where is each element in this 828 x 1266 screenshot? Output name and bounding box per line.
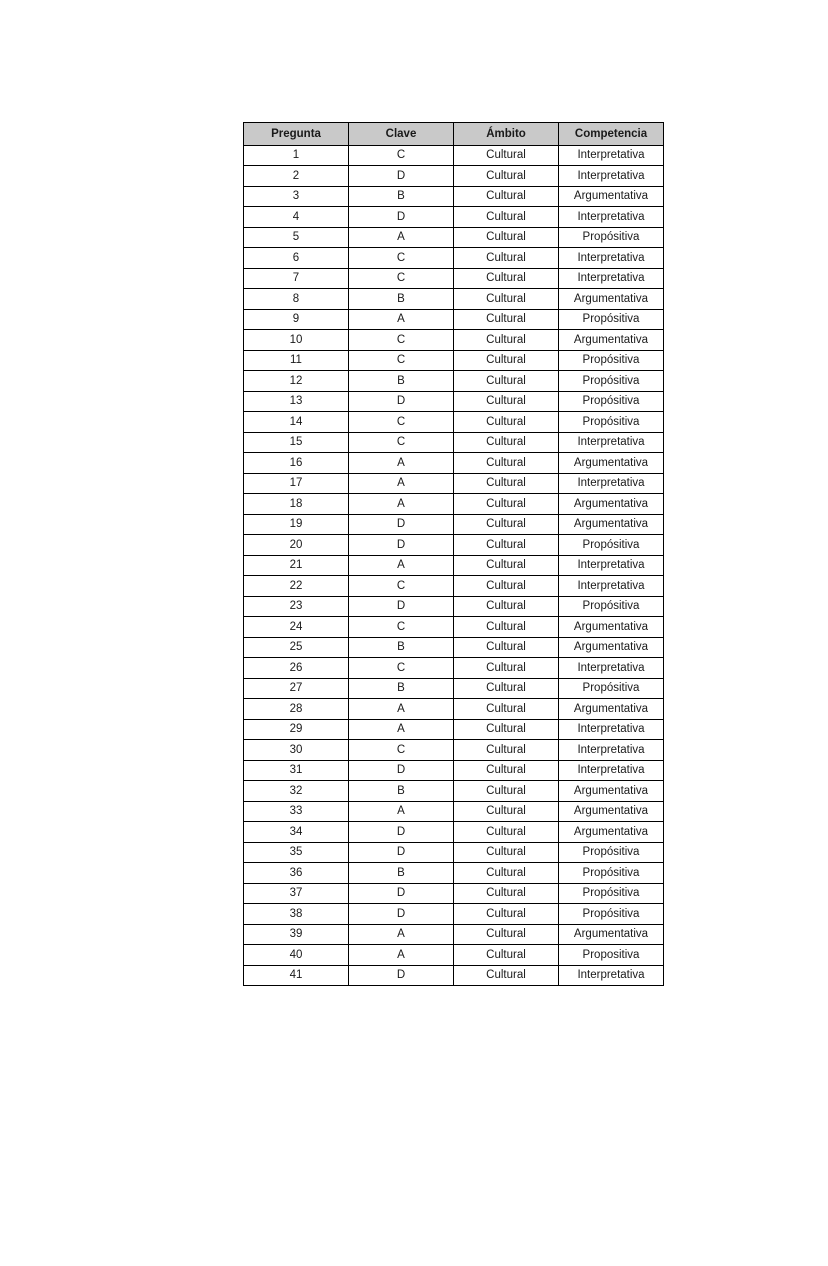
table-cell: C <box>349 412 454 433</box>
table-row <box>244 268 664 289</box>
table-cell: Propósitiva <box>559 309 664 330</box>
table-row <box>244 965 664 986</box>
table-cell: A <box>349 801 454 822</box>
table-cell: Argumentativa <box>559 822 664 843</box>
table-cell: Argumentativa <box>559 186 664 207</box>
table-row <box>244 166 664 187</box>
table-row <box>244 371 664 392</box>
answer-key-table <box>243 122 664 986</box>
table-cell: Cultural <box>454 145 559 166</box>
table-cell: 15 <box>244 432 349 453</box>
table-cell: Propósitiva <box>559 883 664 904</box>
table-cell: 27 <box>244 678 349 699</box>
table-cell: 32 <box>244 781 349 802</box>
table-cell: B <box>349 781 454 802</box>
table-cell: D <box>349 166 454 187</box>
column-header: Competencia <box>559 123 664 146</box>
table-row <box>244 309 664 330</box>
table-row <box>244 658 664 679</box>
table-cell: Propósitiva <box>559 227 664 248</box>
table-cell: Cultural <box>454 248 559 269</box>
table-cell: Cultural <box>454 904 559 925</box>
table-cell: 39 <box>244 924 349 945</box>
table-cell: Cultural <box>454 289 559 310</box>
table-cell: Cultural <box>454 309 559 330</box>
table-row <box>244 719 664 740</box>
table-cell: C <box>349 350 454 371</box>
table-row <box>244 289 664 310</box>
table-cell: C <box>349 576 454 597</box>
table-row <box>244 248 664 269</box>
table-row <box>244 514 664 535</box>
table-row <box>244 863 664 884</box>
table-row <box>244 350 664 371</box>
table-cell: Propósitiva <box>559 350 664 371</box>
table-cell: 24 <box>244 617 349 638</box>
table-cell: 22 <box>244 576 349 597</box>
table-cell: Cultural <box>454 555 559 576</box>
table-cell: Argumentativa <box>559 453 664 474</box>
table-cell: D <box>349 842 454 863</box>
table-cell: Cultural <box>454 391 559 412</box>
table-cell: Argumentativa <box>559 637 664 658</box>
table-row <box>244 432 664 453</box>
table-row <box>244 596 664 617</box>
table-cell: C <box>349 268 454 289</box>
table-cell: Argumentativa <box>559 801 664 822</box>
table-cell: Cultural <box>454 719 559 740</box>
table-cell: D <box>349 883 454 904</box>
table-cell: C <box>349 740 454 761</box>
table-cell: Cultural <box>454 227 559 248</box>
table-cell: A <box>349 309 454 330</box>
table-cell: Cultural <box>454 658 559 679</box>
table-cell: D <box>349 822 454 843</box>
table-row <box>244 842 664 863</box>
table-cell: 6 <box>244 248 349 269</box>
table-cell: Cultural <box>454 494 559 515</box>
table-cell: 40 <box>244 945 349 966</box>
table-cell: Argumentativa <box>559 781 664 802</box>
table-cell: Cultural <box>454 924 559 945</box>
table-row <box>244 330 664 351</box>
table-cell: B <box>349 863 454 884</box>
table-cell: Interpretativa <box>559 760 664 781</box>
table-cell: Cultural <box>454 637 559 658</box>
table-cell: Interpretativa <box>559 576 664 597</box>
table-cell: Cultural <box>454 842 559 863</box>
table-row <box>244 391 664 412</box>
table-cell: B <box>349 289 454 310</box>
table-cell: 17 <box>244 473 349 494</box>
table-cell: 12 <box>244 371 349 392</box>
table-row <box>244 453 664 474</box>
table-cell: B <box>349 637 454 658</box>
table-cell: Cultural <box>454 883 559 904</box>
table-cell: Cultural <box>454 965 559 986</box>
table-cell: 11 <box>244 350 349 371</box>
table-cell: Cultural <box>454 473 559 494</box>
table-cell: Propositiva <box>559 945 664 966</box>
table-cell: Cultural <box>454 186 559 207</box>
table-cell: Propósitiva <box>559 391 664 412</box>
table-cell: 29 <box>244 719 349 740</box>
table-row <box>244 412 664 433</box>
table-row <box>244 576 664 597</box>
table-cell: 21 <box>244 555 349 576</box>
table-cell: 7 <box>244 268 349 289</box>
table-cell: Propósitiva <box>559 412 664 433</box>
table-row <box>244 473 664 494</box>
table-cell: 19 <box>244 514 349 535</box>
table-cell: C <box>349 658 454 679</box>
table-cell: Cultural <box>454 801 559 822</box>
table-cell: Cultural <box>454 822 559 843</box>
table-cell: Cultural <box>454 576 559 597</box>
table-cell: C <box>349 432 454 453</box>
table-cell: 16 <box>244 453 349 474</box>
table-cell: Argumentativa <box>559 494 664 515</box>
table-cell: A <box>349 453 454 474</box>
table-cell: Cultural <box>454 760 559 781</box>
table-cell: 14 <box>244 412 349 433</box>
table-cell: D <box>349 535 454 556</box>
table-cell: C <box>349 248 454 269</box>
table-cell: Cultural <box>454 617 559 638</box>
table-row <box>244 883 664 904</box>
table-cell: B <box>349 186 454 207</box>
column-header: Ámbito <box>454 123 559 146</box>
table-row <box>244 781 664 802</box>
table-cell: Interpretativa <box>559 432 664 453</box>
table-cell: Cultural <box>454 678 559 699</box>
column-header: Clave <box>349 123 454 146</box>
table-cell: 18 <box>244 494 349 515</box>
table-cell: Cultural <box>454 268 559 289</box>
table-cell: 3 <box>244 186 349 207</box>
table-row <box>244 494 664 515</box>
table-cell: Interpretativa <box>559 965 664 986</box>
table-header-row <box>244 123 664 146</box>
table-cell: 9 <box>244 309 349 330</box>
table-cell: Interpretativa <box>559 555 664 576</box>
table-cell: Cultural <box>454 596 559 617</box>
table-row <box>244 822 664 843</box>
table-cell: Propósitiva <box>559 678 664 699</box>
table-cell: 36 <box>244 863 349 884</box>
table-cell: 20 <box>244 535 349 556</box>
table-cell: Interpretativa <box>559 473 664 494</box>
table-cell: A <box>349 699 454 720</box>
table-cell: Cultural <box>454 514 559 535</box>
table-cell: Propósitiva <box>559 535 664 556</box>
table-cell: Cultural <box>454 432 559 453</box>
table-cell: A <box>349 945 454 966</box>
table-cell: Cultural <box>454 207 559 228</box>
table-cell: Cultural <box>454 412 559 433</box>
table-cell: 37 <box>244 883 349 904</box>
table-cell: Cultural <box>454 453 559 474</box>
table-cell: D <box>349 965 454 986</box>
table-cell: 41 <box>244 965 349 986</box>
table-cell: 34 <box>244 822 349 843</box>
table-row <box>244 699 664 720</box>
table-cell: 13 <box>244 391 349 412</box>
answer-table-body <box>244 145 664 986</box>
table-cell: Cultural <box>454 863 559 884</box>
table-cell: 38 <box>244 904 349 925</box>
table-cell: Argumentativa <box>559 924 664 945</box>
table-cell: D <box>349 596 454 617</box>
table-cell: D <box>349 207 454 228</box>
table-cell: Propósitiva <box>559 863 664 884</box>
table-cell: B <box>349 678 454 699</box>
table-cell: 35 <box>244 842 349 863</box>
table-row <box>244 186 664 207</box>
table-cell: Cultural <box>454 781 559 802</box>
table-row <box>244 617 664 638</box>
table-cell: 31 <box>244 760 349 781</box>
table-cell: Propósitiva <box>559 596 664 617</box>
table-row <box>244 207 664 228</box>
table-row <box>244 740 664 761</box>
table-cell: 23 <box>244 596 349 617</box>
table-cell: Interpretativa <box>559 268 664 289</box>
table-cell: A <box>349 924 454 945</box>
table-cell: B <box>349 371 454 392</box>
table-row <box>244 678 664 699</box>
table-cell: D <box>349 904 454 925</box>
table-cell: 10 <box>244 330 349 351</box>
table-row <box>244 535 664 556</box>
table-cell: A <box>349 555 454 576</box>
table-cell: 28 <box>244 699 349 720</box>
table-cell: 1 <box>244 145 349 166</box>
table-cell: 25 <box>244 637 349 658</box>
table-cell: D <box>349 760 454 781</box>
table-cell: Cultural <box>454 330 559 351</box>
table-cell: Argumentativa <box>559 617 664 638</box>
table-cell: Propósitiva <box>559 371 664 392</box>
table-cell: 2 <box>244 166 349 187</box>
table-cell: 33 <box>244 801 349 822</box>
table-cell: Interpretativa <box>559 740 664 761</box>
table-cell: C <box>349 330 454 351</box>
table-cell: Argumentativa <box>559 330 664 351</box>
table-cell: Argumentativa <box>559 289 664 310</box>
table-cell: Argumentativa <box>559 699 664 720</box>
table-cell: Argumentativa <box>559 514 664 535</box>
table-row <box>244 227 664 248</box>
table-cell: C <box>349 617 454 638</box>
table-cell: C <box>349 145 454 166</box>
table-row <box>244 555 664 576</box>
table-cell: Cultural <box>454 740 559 761</box>
table-cell: D <box>349 391 454 412</box>
table-cell: Interpretativa <box>559 166 664 187</box>
table-cell: Cultural <box>454 350 559 371</box>
table-cell: 4 <box>244 207 349 228</box>
table-cell: Interpretativa <box>559 248 664 269</box>
table-cell: D <box>349 514 454 535</box>
table-cell: Cultural <box>454 371 559 392</box>
table-cell: Propósitiva <box>559 842 664 863</box>
table-row <box>244 945 664 966</box>
table-cell: Interpretativa <box>559 658 664 679</box>
table-row <box>244 801 664 822</box>
table-cell: Interpretativa <box>559 719 664 740</box>
table-cell: 30 <box>244 740 349 761</box>
table-row <box>244 924 664 945</box>
table-cell: Cultural <box>454 699 559 720</box>
column-header: Pregunta <box>244 123 349 146</box>
table-cell: A <box>349 494 454 515</box>
table-cell: Interpretativa <box>559 145 664 166</box>
table-cell: Cultural <box>454 535 559 556</box>
table-cell: 5 <box>244 227 349 248</box>
table-row <box>244 637 664 658</box>
table-cell: Interpretativa <box>559 207 664 228</box>
table-cell: A <box>349 473 454 494</box>
table-cell: 8 <box>244 289 349 310</box>
table-row <box>244 145 664 166</box>
table-row <box>244 760 664 781</box>
table-cell: Cultural <box>454 945 559 966</box>
table-cell: Cultural <box>454 166 559 187</box>
table-cell: A <box>349 719 454 740</box>
table-cell: Propósitiva <box>559 904 664 925</box>
table-cell: 26 <box>244 658 349 679</box>
table-cell: A <box>349 227 454 248</box>
table-row <box>244 904 664 925</box>
